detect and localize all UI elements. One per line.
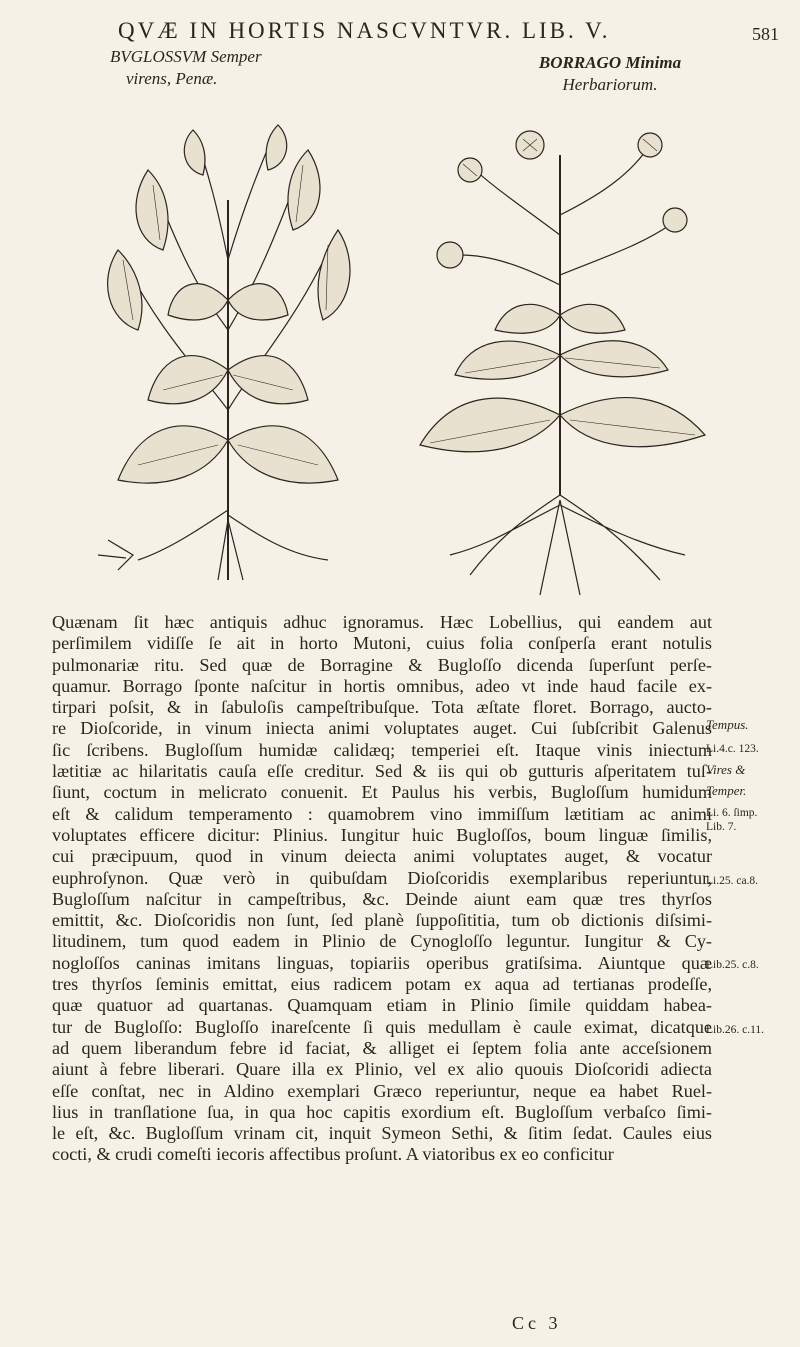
text-line: Quænam ſit hæc antiquis adhuc ignoramus. Hæc Lobellius, qui eandem aut [52,612,712,632]
text-line: aiunt à febre liberari. Quare illa ex Plinio, vel ex alio quouis Dioſcoridi adiecta [52,1059,712,1080]
margin-note: Li. 6. ſimp. [706,807,758,819]
margin-note: Lib.26. c.11. [706,1024,765,1036]
text-line: eſſe conſtat, nec in Aldino exemplari Græco reperiuntur, neque ea habet Ruel- [52,1080,712,1101]
page-number: 581 [752,24,779,44]
text-line: voluptates efficere dicitur: Plinius. Iungitur huic Bugloſſos, boum linguæ ſimilis, [52,824,712,845]
text-line: nogloſſos caninas imitans linguas, topiariis operibus gratiſsima. Aiuntque quæ [52,952,712,973]
borage-woodcut-illustration [410,115,720,600]
margin-note: Tempus. [706,717,749,732]
text-line: ad quem liberandum febre id faciat, & alliget ei ſeptem folia ante acceſsionem [52,1037,712,1058]
running-head: QVÆ IN HORTIS NASCVNTVR. LIB. V. [118,18,611,43]
text-line: lius in tranſlatione ſua, in qua hoc capitis exordium eſt. Bugloſſum verbaſco ſimi- [52,1101,712,1122]
text-line: eſt & calidum temperamento : quamobrem vino immiſſum lætitiam ac animi [52,803,712,824]
text-line: euphroſynon. Quæ verò in quibuſdam Dioſcoridis exemplaribus reperiuntur, [52,867,712,888]
bugloss-woodcut-illustration [78,110,378,590]
text-line: tirpari poſsit, & in ſabuloſis campeſtribuſque. Tota æſtate floret. Borrago, aucto- [52,697,712,718]
text-line: perſimilem vidiſſe ſe ait in horto Mutoni, cuius folia conſperſa erant notulis [52,633,712,654]
text-line: tres thyrſos ſeminis emittat, eius radicem potam ex aqua ad tertianas prodeſſe, [52,974,712,995]
text-line: cocti, & crudi comeſti iecoris affectibus proſunt. A viatoribus ex eo conficitur [52,1144,614,1165]
main-text-block [52,612,712,1166]
margin-note: Li.4.c. 123. [706,743,759,755]
signature-mark: Cc 3 [512,1313,562,1333]
text-line: lætitiæ ac hilaritatis cauſa eſſe creditur. Sed & iis qui ob gutturis aſperitatem tuſ- [52,761,712,782]
text-line: Bugloſſum naſcitur in campeſtribus, &c. Deinde aiunt eam quæ tres thyrſos [52,888,712,909]
text-line: pulmonariæ ritu. Sed quæ de Borragine & Bugloſſo dicenda ſuperſunt perſe- [52,654,712,675]
caption-bugloss [110,46,360,90]
text-line: le eſt, &c. Bugloſſum vrinam cit, inquit Symeon Sethi, & ſitim ſedat. Caules eius [52,1123,712,1144]
caption-borage-line2: Herbariorum. [562,75,658,94]
caption-borage [460,52,760,96]
text-line: litudinem, tum quod eadem in Plinio de Cynogloſſo leguntur. Iungitur & Cy- [52,931,712,952]
margin-note: Li.25. ca.8. [706,875,759,887]
text-line: ſiunt, coctum in melicrato conuenit. Et Paulus his verbis, Bugloſſum humidum [52,782,712,803]
text-line: quæ quatuor ad quartanas. Quamquam etiam in Plinio ſimile quiddam habea- [52,995,712,1016]
margin-note: Lib. 7. [706,821,737,833]
text-line: tur de Bugloſſo: Bugloſſo inareſcente ſi quis medullam è caule eximat, dicatque [52,1016,712,1037]
text-line: quamur. Borrago ſponte naſcitur in hortis omnibus, adeo vt inde haud facile ex- [52,675,712,696]
text-line: re Dioſcoride, in vinum iniecta animi voluptates auget. Cui ſubſcribit Galenus [52,718,712,739]
margin-note: Temper. [706,783,747,798]
margin-note: Vires & [706,762,746,777]
text-line: emittit, &c. Dioſcoridis non ſunt, ſed planè ſuppoſititia, tum ob dictionis diſsimi- [52,910,712,931]
caption-bugloss-line1: BVGLOSSVM Semper [110,47,262,66]
caption-bugloss-line2: virens, Penæ. [126,69,218,88]
text-line: ſic ſcribens. Bugloſſum humidæ calidæq; temperiei eſt. Itaque vinis iniectum [52,739,712,760]
caption-borage-line1: BORRAGO Minima [538,53,682,72]
margin-note: Lib.25. c.8. [706,959,759,971]
text-line: cui præcipuum, quod in vinum deiecta animi voluptates auget, & vocatur [52,846,712,867]
